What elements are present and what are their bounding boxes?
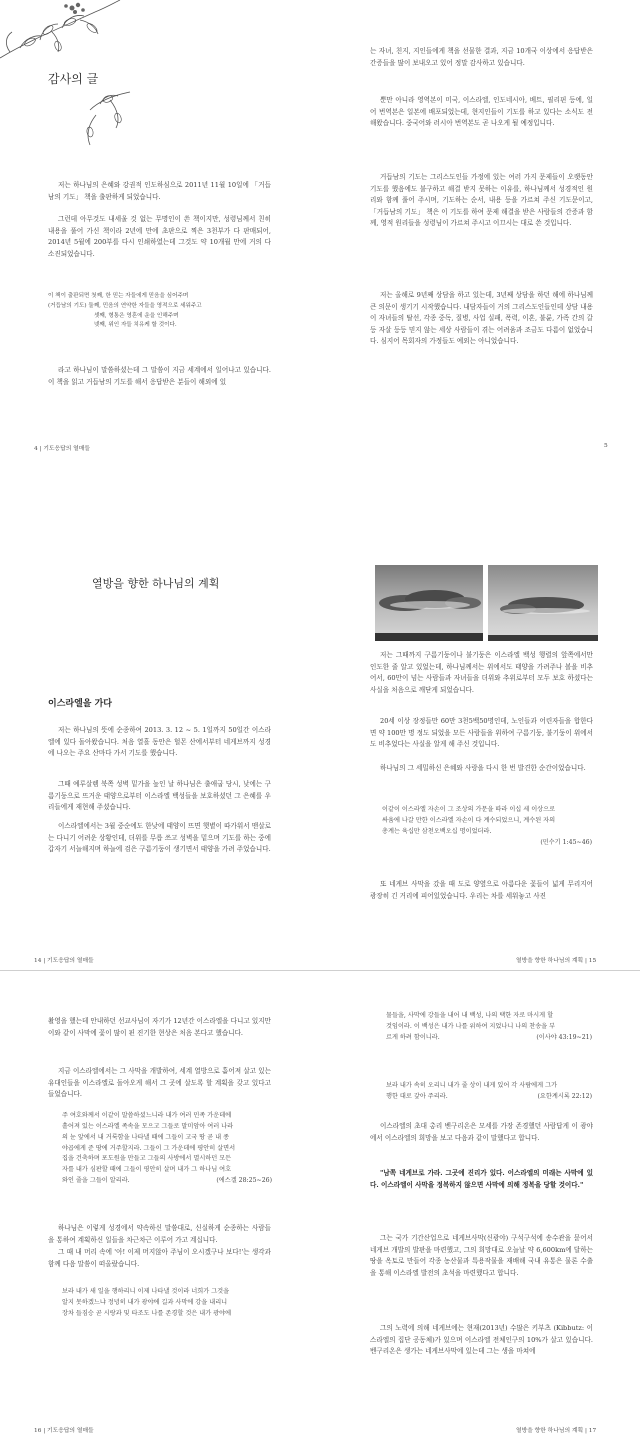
cloud-photo-1 xyxy=(375,565,483,641)
section-heading: 이스라엘을 가다 xyxy=(48,699,112,709)
quote-reference: (에스겔 28:25~26) xyxy=(216,1176,272,1184)
quote-line: 집을 건축하며 포도원을 만들고 그들의 사방에서 멸시하던 모든 xyxy=(62,1155,232,1163)
page-4 xyxy=(0,0,320,475)
quote-line: 장차 들짐승 곧 시랑과 및 타조도 나를 존경할 것은 내가 광야에 xyxy=(62,1309,232,1317)
paragraph: 저는 하나님의 뜻에 순종하여 2013. 3. 12 ~ 5. 1일까지 50일간 이스라엘에 있다 돌아왔습니다. 처음 열흘 동안은 헐몬 산에서부터 네게브까지 성경에 나오는 주요 산마다 가서 기도를 했습니다. xyxy=(48,726,271,758)
quote-line: 보라 내가 속히 오리니 내가 줄 상이 내게 있어 각 사람에게 그가 xyxy=(386,1082,558,1089)
page-16 xyxy=(0,971,320,1456)
quote-line: 셋째, 형통은 영혼에 운을 인해주며 xyxy=(94,312,179,319)
scripture-quote xyxy=(62,1287,272,1320)
page-footer: 열방을 향한 하나님의 계획 | 15 xyxy=(516,958,597,964)
page-footer: 16 | 기도응답의 열매들 xyxy=(34,1428,94,1434)
quote-line: 와인 줄을 그들이 알리라. xyxy=(62,1177,130,1185)
cloud-photo-2 xyxy=(488,565,598,641)
page-15 xyxy=(320,475,640,970)
page-number: 5 xyxy=(604,443,608,449)
quote-line: 싸움에 나갈 만한 이스라엘 자손이 다 계수되었으니, 계수된 자의 xyxy=(382,816,556,824)
quote-line: 르게 하려 함이니라. xyxy=(386,1033,440,1041)
scripture-quote xyxy=(382,805,592,848)
paragraph: 그는 국가 기간산업으로 네게브사막(신광야) 구석구석에 송수관을 묻어서 네게브 개발의 발판을 마련했고, 그의 희망대로 오늘날 약 6,600km에 달하는 땅을 옥토로 만들어 각종 농산물과 특용작물을 재배해 국내 유통은 물론 수출을 통해 이스라엘 발전의 초석을 마련했다고 합니다. xyxy=(370,1234,593,1277)
quote-line: 넷째, 위인 자들 치유케 할 것이다. xyxy=(94,322,177,329)
paragraph: 는 자녀, 친지, 지인들에게 책을 선물한 결과, 지금 10개국 이상에서 응답받은 간증들을 많이 보내오고 있어 정말 감사하고 있습니다. xyxy=(370,47,593,67)
paragraph: 저는 그때까지 구름기둥이나 불기둥은 이스라엘 백성 행렬의 앞쪽에서만 인도한 줄 알고 있었는데, 하나님께서는 위에서도 태양을 가려주나 볼을 비추어서, 60만이 넘는 사람들과 자녀들을 더위와 추위로부터 모두 보호 하셨다는 사실을 처음으로 깨닫게 되었습니다. xyxy=(370,651,593,694)
paragraph: 라고 하나님이 말씀하셨는데 그 말씀이 지금 세계에서 일어나고 있습니다. 이 책을 읽고 거듭남의 기도를 해서 응답받은 분들이 해외에 있 xyxy=(48,366,271,386)
quote-line: 이 책이 출판되면 첫째, 한 믿는 자들에게 믿음을 심어주며 xyxy=(48,293,189,299)
page-footer: 14 | 기도응답의 열매들 xyxy=(34,958,94,964)
paragraph: 또 네게브 사막을 갔을 때 도로 양옆으로 아름다운 꽃들이 넓게 무리지어 광장히 긴 거리에 피어있었습니다. 우리는 차를 세워놓고 사진 xyxy=(370,880,593,900)
chapter-heading: 열방을 향한 하나님의 계획 xyxy=(92,577,220,590)
scripture-quote xyxy=(62,1111,272,1187)
paragraph: 이스라엘에서는 3월 중순에도 한낮에 태양이 뜨면 햇볕이 따가워서 맨살로는 다니기 어려운 상황인데, 더위를 무릅 쓰고 성벽을 밑으며 기도를 하는 중에 갑자기 서늘해지며 하늘에 검은 구름기둥이 생기면서 태양을 가려 주었습니다. xyxy=(48,822,271,854)
spread-2 xyxy=(0,475,640,970)
paragraph: 이스라엘의 초대 총리 벤구리온은 모세를 가장 존경했던 사람답게 이 광야에서 이스라엘의 희망을 보고 다음과 같이 말했다고 합니다. xyxy=(370,1122,593,1142)
quote-reference: (이사야 43:19~21) xyxy=(536,1033,592,1041)
scripture-quote xyxy=(386,1081,592,1103)
quote-line: 이같이 이스라엘 자손이 그 조상의 가문을 따라 이십 세 이상으로 xyxy=(382,806,556,813)
quote-line: (거듭남의 기도) 둘째, 민음의 연약한 자들을 영적으로 세워주고 xyxy=(48,302,202,309)
quote-line: 알지 못하겠느냐 정녕히 내가 광야에 길과 사막에 강을 내리니 xyxy=(62,1298,228,1306)
quote-line: 의 눈 앞에서 내 거룩함을 나타낼 때에 그들이 고국 땅 곧 내 종 xyxy=(62,1133,230,1141)
paragraph: 뿐만 아니라 영역본이 미국, 이스라엘, 인도네시아, 베트, 필리핀 등에, 일어 번역본은 일본에 배포되었는데, 현지인들이 기도를 하고 있다는 소식도 전해왔습니다. 중국어와 러시아 번역본도 곧 나오게 될 예정입니다. xyxy=(370,96,593,128)
quote-line: 야곱에게 준 땅에 거주할지라. 그들이 그 가운데에 평안히 살면서 xyxy=(62,1144,236,1152)
ben-gurion-quote: "남쪽 네게브로 가라. 그곳에 진리가 있다. 이스라엘의 미래는 사막에 있다. 이스라엘이 사막을 정복하지 않으면 사막에 의해 정복을 당할 것이다." xyxy=(370,1169,593,1189)
quote-line: 보라 내가 새 일을 행하리니 이제 나타낼 것이라 너희가 그것을 xyxy=(62,1288,230,1295)
quote-line: 총계는 육십만 삼천오백오십 명이었더라. xyxy=(382,827,492,835)
paragraph: 그 때 내 머리 속에 '아! 이제 머지않아 주님이 오시겠구나 보다!'는 생각과 함께 다음 말씀이 떠올랐습니다. xyxy=(48,1248,271,1268)
spread-3 xyxy=(0,971,640,1456)
page-heading: 감사의 글 xyxy=(48,72,99,86)
prophecy-quote xyxy=(48,292,271,331)
paragraph: 거듭남의 기도는 그리스도인들 가정에 있는 여러 가지 문제들이 오랫동안 기도를 했음에도 불구하고 해결 받지 못하는 이유를, 하나님께서 성경적인 원리와 함께 풀어 주시며, 기도하는 순서, 내용 등을 가르쳐 주신 기도문이고, 「거듭남의 기도」 책은 이 기도를 하여 문제 해결을 받은 사람들의 간증과 함께, 영적 원리들을 성령님이 가르쳐 주시고 이끄시는 대로 쓴 것입니다. xyxy=(370,173,593,228)
paragraph: 그런데 아무것도 내세울 것 없는 무명인이 쓴 책이지만, 성령님께서 친히 내용을 풀어 가신 책이라 2년에 만에 초판으로 찍은 3천부가 다 판매되어, 2014년 5월에 200부를 다시 인쇄하였는데 그것도 약 10개월 만에 거의 다 소진되었습니다. xyxy=(48,215,271,258)
quote-reference: (요한계시록 22:12) xyxy=(537,1092,592,1100)
quote-reference: (민수기 1:45~46) xyxy=(540,838,592,846)
spread-1 xyxy=(0,0,640,475)
paragraph: 그때 예루살렘 북쪽 성벽 밑가을 높인 날 하나님은 출애굽 당시, 낮에는 구름기둥으로 뜨거운 태양으로부터 이스라엘 백성들을 보호하셨던 그 은혜를 우리들에게 재현해 주셨습니다. xyxy=(48,780,271,812)
page-5 xyxy=(320,0,640,475)
paragraph: 하나님은 이렇게 성경에서 약속하신 말씀대로, 신실하게 순종하는 사람들을 통하여 계획하신 일들을 차근차근 이루어 가고 계십니다. xyxy=(48,1224,271,1244)
paragraph: 20세 이상 장정들만 60만 3천5백50명인데, 노인들과 어린자들을 합한다면 약 100만 명 정도 되었을 모든 사람들을 위하여 구름기둥, 불기둥이 위에서도 비추었다는 사실을 알게 해 주신 것입니다. xyxy=(370,717,593,749)
quote-line: 흩어져 있는 이스라엘 족속을 모으고 그들로 말미암아 여러 나라 xyxy=(62,1122,234,1130)
paragraph: 지금 이스라엘에서는 그 사막을 개발하여, 세계 열방으로 흩어져 살고 있는 유대인들을 이스라엘로 돌아오게 해서 그 곳에 살도록 할 계획을 갖고 있다고 들었습니다. xyxy=(48,1067,271,1099)
paragraph: 저는 하나님의 은혜와 강권적 인도하심으로 2011년 11월 10일에 「거듭남의 기도」 책을 출판하게 되었습니다. xyxy=(48,181,271,201)
page-14 xyxy=(0,475,320,970)
page-17 xyxy=(320,971,640,1456)
paragraph: 저는 올해로 9년째 상담을 하고 있는데, 3년째 상담을 하던 해에 하나님께 큰 의문이 생기기 시작했습니다. 내담자들이 거의 그리스도인들인데 상담 내용이 자녀들의 탈선, 각종 중독, 질병, 사업 실패, 폭력, 이혼, 불륜, 가족 간의 갈등 자살 등등 믿지 않는 세상 사람들이 겪는 어려움과 조금도 다름이 없었습니다. 심지어 목회자의 가정들도 예외는 아니었습니다. xyxy=(370,291,593,346)
quote-line: 물들을, 사막에 강들을 내어 내 백성, 나의 택한 자로 마시게 할 xyxy=(386,1012,554,1019)
paragraph: 촬영을 했는데 안내하던 선교사님이 자기가 12년간 이스라엘을 다니고 있지만 이와 같이 사막에 꽃이 많이 핀 진기한 현상은 처음 본다고 했습니다. xyxy=(48,1017,271,1037)
quote-line: 행한 대로 갚아 주리라. xyxy=(386,1092,448,1100)
quote-line: 자를 내가 심판할 때에 그들이 평안히 살며 내가 그 하나님 여호 xyxy=(62,1166,232,1174)
quote-line: 것임이라. 이 백성은 내가 나를 위하여 지었나니 나의 찬송을 부 xyxy=(386,1022,556,1030)
page-footer: 4 | 기도응답의 열매들 xyxy=(34,446,90,452)
scripture-quote xyxy=(386,1011,592,1043)
quote-line: 주 여호와께서 이같이 말씀하셨느니라 내가 여러 민족 가운데에 xyxy=(62,1112,232,1119)
page-footer: 열방을 향한 하나님의 계획 | 17 xyxy=(516,1428,597,1434)
paragraph: 그의 노력에 의해 네게브에는 현재(2013년) 수많은 키부츠 (Kibbutz: 이스라엘의 집단 공동체)가 있으며 이스라엘 전체인구의 10%가 살고 있습니다. 벤구리온은 생가는 네게브사막에 있는데 그는 생을 마쳐에 xyxy=(370,1324,593,1356)
paragraph: 하나님의 그 세밀하신 은혜와 사랑을 다시 한 번 발견한 순간이었습니다. xyxy=(380,764,586,772)
